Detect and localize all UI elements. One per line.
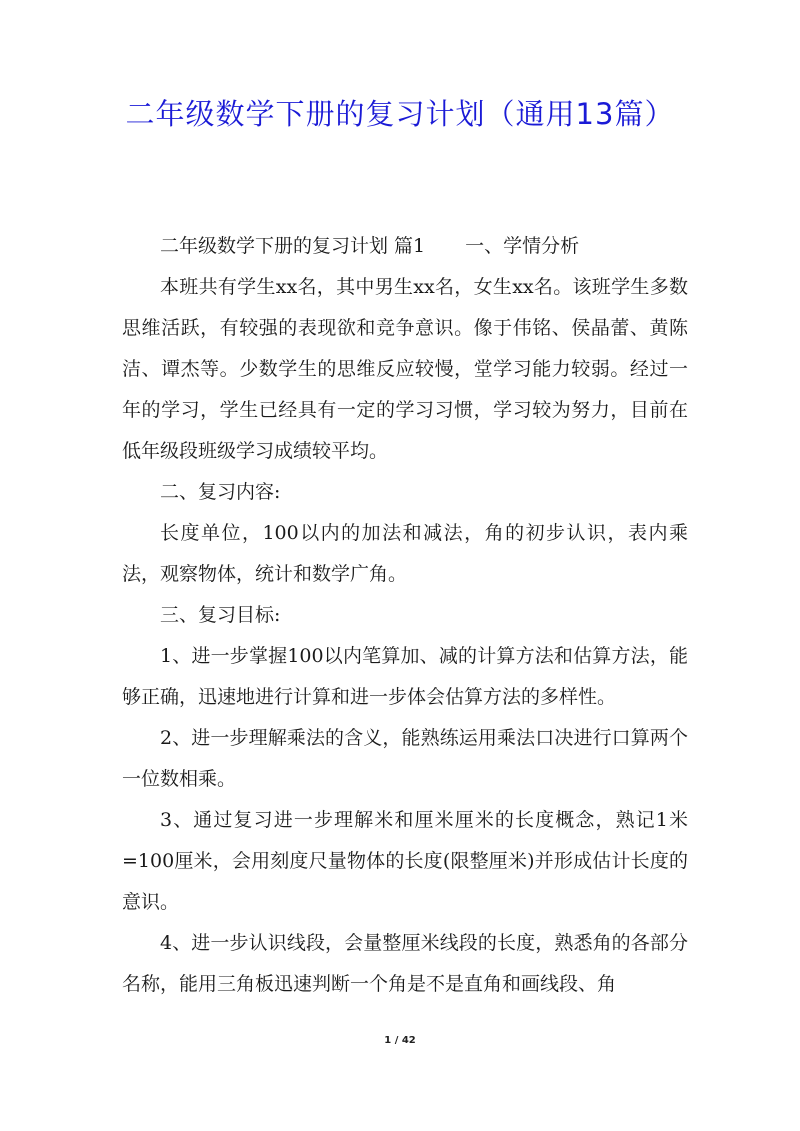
paragraph-goal-3: 3、通过复习进一步理解米和厘米厘米的长度概念，熟记1米=100厘米，会用刻度尺量物体的长度(限整厘米)并形成估计长度的意识。: [122, 809, 688, 913]
paragraph-review-content: 长度单位，100以内的加法和减法，角的初步认识，表内乘法，观察物体，统计和数学广角。: [122, 522, 688, 585]
paragraph-goal-2: 2、进一步理解乘法的含义，能熟练运用乘法口决进行口算两个一位数相乘。: [122, 727, 688, 790]
section-title-analysis: 一、学情分析: [465, 235, 580, 257]
section-heading: [122, 226, 688, 267]
paragraph-student-analysis: 本班共有学生xx名，其中男生xx名，女生xx名。该班学生多数思维活跃，有较强的表现欲和竞争意识。像于伟铭、侯晶蕾、黄陈洁、谭杰等。少数学生的思维反应较慢，堂学习能力较弱。经过一年的学习，学生已经具有一定的学习习惯，学习较为努力，目前在低年级段班级学习成绩较平均。: [122, 276, 688, 462]
document-title: 二年级数学下册的复习计划（通用13篇）: [125, 97, 675, 131]
plan-heading: 二年级数学下册的复习计划 篇1: [160, 235, 426, 257]
paragraph-goal-1: 1、进一步掌握100以内笔算加、减的计算方法和估算方法，能够正确，迅速地进行计算和进一步体会估算方法的多样性。: [122, 645, 688, 708]
document-body: [122, 226, 688, 1005]
paragraph-goal-4: 4、进一步认识线段，会量整厘米线段的长度，熟悉角的各部分名称，能用三角板迅速判断一个角是不是直角和画线段、角: [122, 932, 688, 995]
page-indicator: 1 / 42: [384, 1035, 416, 1046]
heading-review-content: 二、复习内容:: [160, 481, 281, 503]
heading-review-goals: 三、复习目标:: [160, 604, 281, 626]
